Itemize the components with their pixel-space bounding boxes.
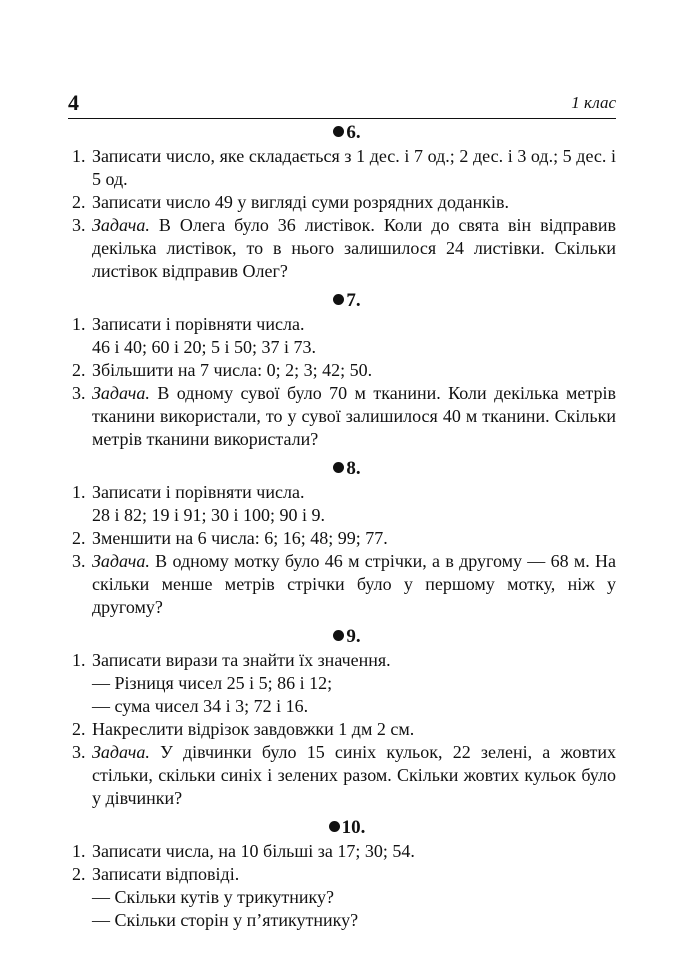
item-number: 2. [72,719,86,739]
exercise-section-6 [72,121,616,283]
list-item [72,313,616,359]
page-header [68,90,616,116]
item-text: В Олега було 36 листівок. Коли до свята він відправив декілька листівок, то в нього залишилося 24 листівки. Скільки листівок відправив Олег? [92,215,617,281]
item-subline: 28 і 82; 19 і 91; 30 і 100; 90 і 9. [92,505,326,525]
item-subline: — Скільки сторін у п’ятикутнику? [92,910,359,930]
item-number: 1. [72,146,86,166]
header-rule [68,118,616,119]
section-number: 9. [346,626,361,647]
section-heading [72,816,616,840]
bullet-icon [333,294,344,305]
list-item [72,481,616,527]
task-list [72,840,616,932]
item-text: Записати відповіді. [92,864,240,884]
list-item [72,214,616,283]
item-number: 1. [72,841,86,861]
bullet-icon [333,126,344,137]
exercise-section-7 [72,289,616,451]
list-item [72,550,616,619]
exercise-section-10 [72,816,616,932]
item-text: Записати вирази та знайти їх значення. [92,650,391,670]
item-text: Зменшити на 6 числа: 6; 16; 48; 99; 77. [92,528,388,548]
list-item [72,863,616,932]
item-subline: — Різниця чисел 25 і 5; 86 і 12; [92,673,333,693]
list-item [72,741,616,810]
running-title: 1 клас [571,93,616,112]
item-text: В одному мотку було 46 м стрічки, а в другому — 68 м. На скільки менше метрів стрічки було у першому мотку, ніж у другому? [92,551,617,617]
bullet-icon [333,462,344,473]
item-text: Записати числа, на 10 більші за 17; 30; 54. [92,841,415,861]
item-text: В одному сувої було 70 м тканини. Коли декілька метрів тканини використали, то у сувої залишилося 40 м тканини. Скільки метрів тканини використали? [92,383,617,449]
section-number: 7. [346,290,361,311]
section-number: 8. [346,458,361,479]
exercise-section-9 [72,625,616,810]
item-number: 2. [72,864,86,884]
list-item [72,649,616,718]
page-number: 4 [68,90,79,115]
section-heading [72,625,616,649]
list-item [72,382,616,451]
item-text: Записати число, яке складається з 1 дес. і 7 од.; 2 дес. і 3 од.; 5 дес. і 5 од. [92,146,616,189]
list-item [72,191,616,214]
task-list [72,313,616,451]
item-number: 1. [72,482,86,502]
item-text: У дівчинки було 15 синіх кульок, 22 зелені, а жовтих стільки, скільки синіх і зелених разом. Скільки жовтих кульок було у дівчинки? [92,742,617,808]
item-number: 3. [72,383,86,403]
item-number: 1. [72,314,86,334]
task-label: Задача. [92,215,150,235]
section-number: 6. [346,122,361,143]
item-text: Записати і порівняти числа. [92,314,305,334]
item-number: 1. [72,650,86,670]
task-label: Задача. [92,383,150,403]
list-item [72,718,616,741]
section-number: 10. [341,817,366,838]
item-text: Записати і порівняти числа. [92,482,305,502]
task-list [72,145,616,283]
item-text: Накреслити відрізок завдовжки 1 дм 2 см. [92,719,415,739]
item-subline: — сума чисел 34 і 3; 72 і 16. [92,696,309,716]
page-content [72,121,616,938]
item-number: 3. [72,551,86,571]
task-list [72,481,616,619]
section-heading [72,121,616,145]
list-item [72,840,616,863]
bullet-icon [333,630,344,641]
item-text: Збільшити на 7 числа: 0; 2; 3; 42; 50. [92,360,373,380]
list-item [72,145,616,191]
exercise-section-8 [72,457,616,619]
item-subline: — Скільки кутів у трикутнику? [92,887,334,907]
item-number: 2. [72,528,86,548]
item-number: 2. [72,192,86,212]
item-text: Записати число 49 у вигляді суми розрядних доданків. [92,192,509,212]
section-heading [72,289,616,313]
list-item [72,527,616,550]
task-label: Задача. [92,551,150,571]
task-label: Задача. [92,742,150,762]
item-number: 3. [72,215,86,235]
item-number: 2. [72,360,86,380]
task-list [72,649,616,810]
bullet-icon [329,821,340,832]
item-subline: 46 і 40; 60 і 20; 5 і 50; 37 і 73. [92,337,317,357]
list-item [72,359,616,382]
section-heading [72,457,616,481]
item-number: 3. [72,742,86,762]
